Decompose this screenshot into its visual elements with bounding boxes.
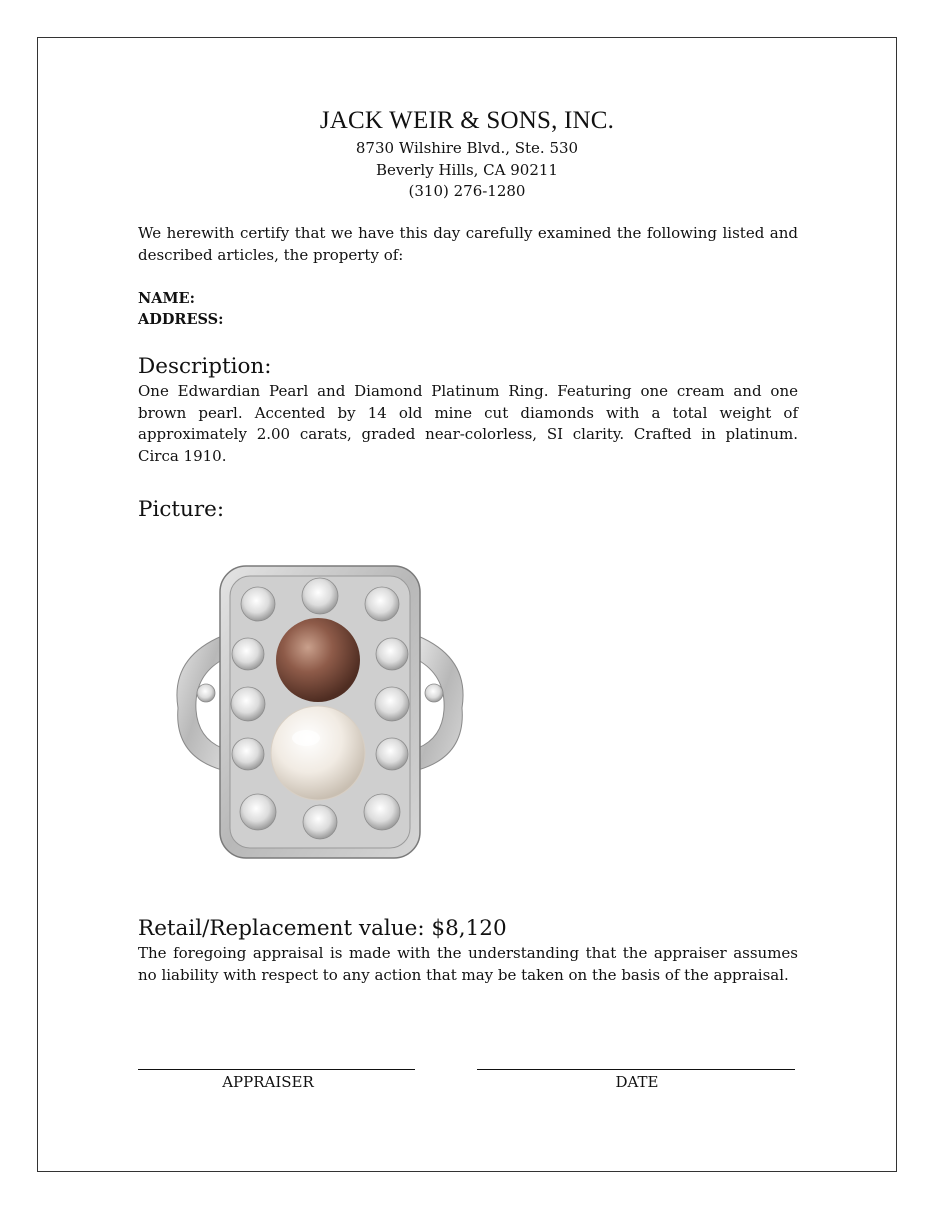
owner-fields [138, 288, 798, 330]
disclaimer-text: The foregoing appraisal is made with the understanding that the appraiser assumes no liability with respect to any action that may be taken on the basis of the appraisal. [138, 944, 798, 984]
description-heading: Description: [138, 354, 272, 379]
appraiser-signature-line [138, 1069, 415, 1070]
letterhead [0, 104, 934, 203]
appraiser-label: APPRAISER [222, 1073, 314, 1091]
company-phone: (310) 276-1280 [408, 182, 526, 200]
company-name: JACK WEIR & SONS, INC. [319, 107, 615, 134]
company-address-line1: 8730 Wilshire Blvd., Ste. 530 [355, 139, 579, 157]
company-address-line2: Beverly Hills, CA 90211 [376, 160, 558, 179]
description-text: One Edwardian Pearl and Diamond Platinum Ring. Featuring one cream and one brown pearl. Accented by 14 old mine cut diamonds with a total weight of approximately 2.00 carats, graded near-colorless, SI clarity. Crafted in platinum. Circa 1910. [138, 382, 798, 465]
date-signature-line [477, 1069, 795, 1070]
name-label: NAME: [138, 290, 195, 307]
picture-heading: Picture: [138, 497, 225, 522]
certification-text: We herewith certify that we have this day carefully examined the following listed and described articles, the property of: [138, 224, 798, 264]
value-heading [138, 915, 798, 942]
address-label: ADDRESS: [138, 311, 224, 328]
date-label: DATE [615, 1073, 659, 1091]
value-amount: $8,120 [431, 916, 507, 941]
pearl-diamond-ring-icon [160, 548, 480, 878]
value-label: Retail/Replacement value: [138, 916, 432, 941]
